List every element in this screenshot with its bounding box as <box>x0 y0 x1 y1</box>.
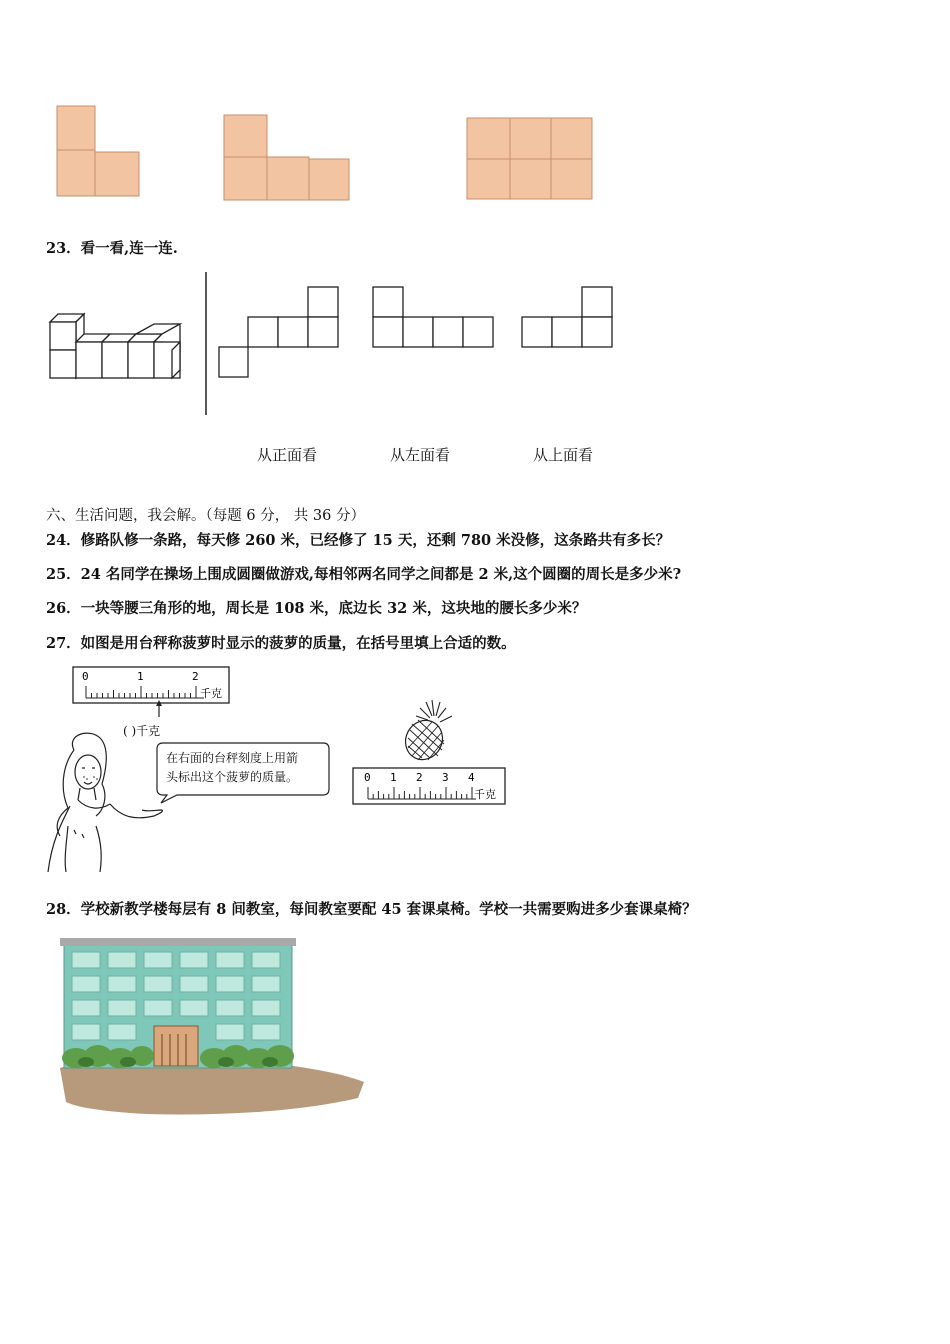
question-26: 26．一块等腰三角形的地，周长是 108 米，底边长 32 米，这块地的腰长多少米？ <box>46 600 587 617</box>
cube-stack-figure <box>48 312 184 380</box>
label-top-view: 从上面看 <box>533 446 594 464</box>
speech-text <box>166 749 298 787</box>
scale1-tick-1: 1 <box>137 670 144 683</box>
pineapple-icon <box>398 696 462 762</box>
tile-shape-1 <box>56 105 142 197</box>
question-25: 25．24 名同学在操场上围成圆圈做游戏,每相邻两名同学之间都是 2 米,这个圆圈的周长是多少米? <box>46 566 682 583</box>
view-shape-3 <box>521 286 615 348</box>
scale1-arrow <box>154 700 164 718</box>
label-left-view: 从左面看 <box>390 446 451 464</box>
answer-blank[interactable]: ( )千克 <box>123 724 161 738</box>
school-building-illustration <box>58 936 368 1118</box>
scale1-tick-2: 2 <box>192 670 199 683</box>
label-front-view: 从正面看 <box>257 446 318 464</box>
question-28: 28．学校新教学楼每层有 8 间教室，每间教室要配 45 套课桌椅。学校一共需要购进多少套课桌椅？ <box>46 901 697 918</box>
scale1-tick-0: 0 <box>82 670 89 683</box>
scale2-tick-2: 2 <box>416 771 423 784</box>
view-shape-2 <box>372 286 496 348</box>
scale2-unit: 千克 <box>474 788 496 801</box>
scale-display-2 <box>352 767 508 807</box>
speech-line-1: 在右面的台秤刻度上用箭 <box>166 751 299 765</box>
section-6-heading: 六、生活问题，我会解。（每题 6 分， 共 36 分） <box>46 508 365 524</box>
scale1-unit: 千克 <box>200 687 222 700</box>
question-24: 24．修路队修一条路，每天修 260 米，已经修了 15 天，还剩 780 米没修，这条路共有多长？ <box>46 532 671 549</box>
tile-shape-2 <box>223 114 351 202</box>
scale2-tick-4: 4 <box>468 771 475 784</box>
scale2-tick-0: 0 <box>364 771 371 784</box>
scale2-tick-1: 1 <box>390 771 397 784</box>
question-23: 23．看一看,连一连. <box>46 240 178 257</box>
view-shape-1 <box>218 286 340 378</box>
scale-display-1 <box>72 666 232 706</box>
scale2-tick-3: 3 <box>442 771 449 784</box>
teacher-illustration <box>44 730 168 876</box>
speech-line-2: 头标出这个菠萝的质量。 <box>166 770 299 784</box>
question-27: 27．如图是用台秤称菠萝时显示的菠萝的质量，在括号里填上合适的数。 <box>46 635 516 652</box>
tile-shape-3 <box>466 117 594 201</box>
divider-line <box>205 272 208 416</box>
